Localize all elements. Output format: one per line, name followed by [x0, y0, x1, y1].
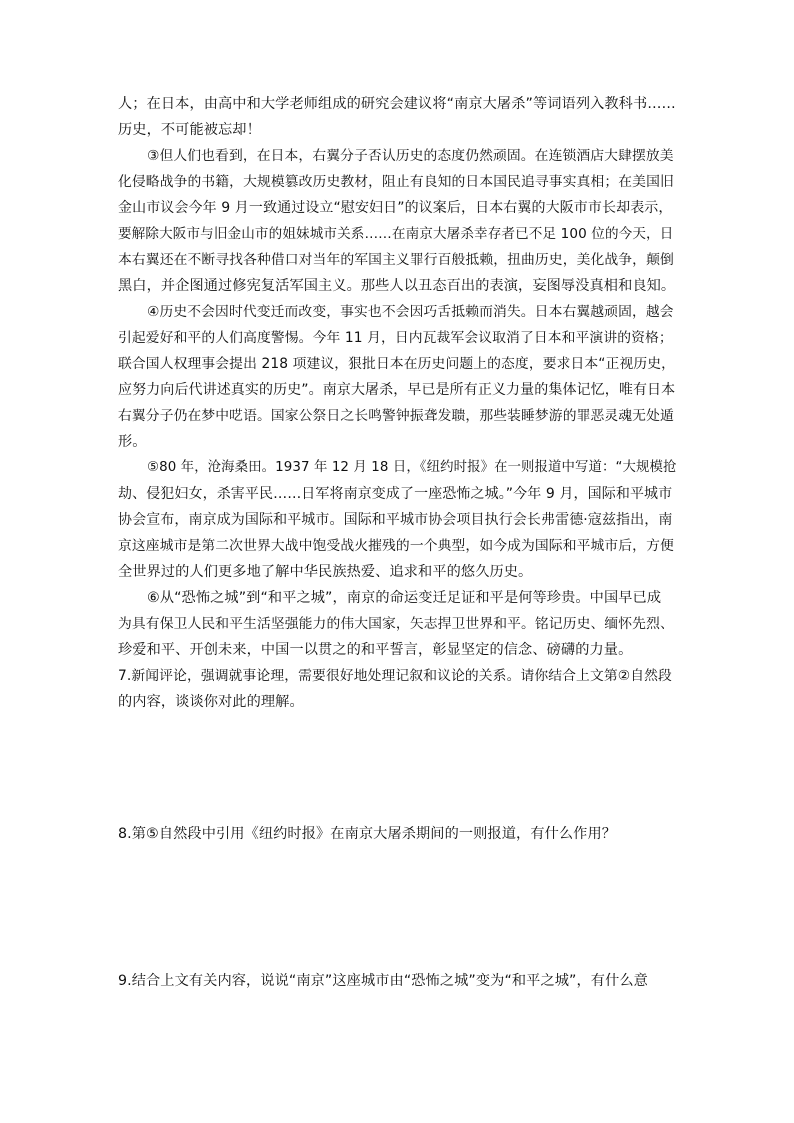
- text-line: 应努力向后代讲述真实的历史”。南京大屠杀，早已是所有正义力量的集体记忆，唯有日本: [118, 382, 676, 398]
- text-line: 金山市议会今年 9 月一致通过设立“慰安妇日”的议案后，日本右翼的大阪市市长却表示，: [118, 200, 673, 216]
- text-line: ⑤80 年，沧海桑田。1937 年 12 月 18 日，《纽约时报》在一则报道中写道：“大规模抢: [147, 460, 677, 475]
- text-line: ④历史不会因时代变迁而改变，事实也不会因巧舌抵赖而消失。日本右翼越顽固，越会: [147, 304, 674, 320]
- text-line: 为具有保卫人民和平生活坚强能力的伟大国家，矢志捍卫世界和平。铭记历史、缅怀先烈、: [118, 616, 674, 632]
- answer-space: [118, 847, 678, 968]
- text-line: 人；在日本，由高中和大学老师组成的研究会建议将“南京大屠杀”等词语列入教科书……: [118, 96, 676, 112]
- text-line: ③但人们也看到，在日本，右翼分子否认历史的态度仍然顽固。在连锁酒店大肆摆放美: [147, 148, 674, 164]
- text-line: 要解除大阪市与旧金山市的姐妹城市关系……在南京大屠杀幸存者已不足 100 位的今天，日: [118, 226, 674, 242]
- text-line: ⑥从“恐怖之城”到“和平之城”，南京的命运变迁足证和平是何等珍贵。中国早已成: [147, 590, 662, 606]
- document-body: [118, 91, 678, 994]
- text-line: 右翼分子仍在梦中呓语。国家公祭日之长鸣警钟振聋发聩，那些装睡梦游的罪恶灵魂无处遁: [118, 408, 674, 424]
- paragraph-3: [118, 143, 678, 299]
- text-line: 化侵略战争的书籍，大规模篡改历史教材，阻止有良知的日本国民追寻事实真相；在美国旧: [118, 174, 674, 190]
- text-line: 协会宣布，南京成为国际和平城市。国际和平城市协会项目执行会长弗雷德·寇兹指出，南: [118, 512, 673, 528]
- answer-space: [118, 715, 678, 821]
- paragraph-4: [118, 299, 678, 455]
- question-9: [118, 968, 678, 994]
- question-line: 8.第⑤自然段中引用《纽约时报》在南京大屠杀期间的一则报道，有什么作用？: [118, 826, 617, 842]
- text-line: 形。: [118, 434, 147, 450]
- text-line: 引起爱好和平的人们高度警惕。今年 11 月，日内瓦裁军会议取消了日本和平演讲的资格；: [118, 330, 673, 346]
- paragraph-6: [118, 585, 678, 663]
- text-line: 珍爱和平、开创未来，中国一以贯之的和平誓言，彰显坚定的信念、磅礴的力量。: [118, 642, 633, 658]
- text-line: 黑白，并企图通过修宪复活军国主义。那些人以丑态百出的表演，妄图辱没真相和良知。: [118, 278, 676, 294]
- question-7: [118, 663, 678, 715]
- text-line: 京这座城市是第二次世界大战中饱受战火摧残的一个典型，如今成为国际和平城市后，方便: [118, 538, 674, 554]
- question-line: 的内容，谈谈你对此的理解。: [118, 694, 304, 710]
- text-line: 历史，不可能被忘却！: [118, 122, 261, 138]
- paragraph-5: [118, 455, 678, 585]
- text-line: 联合国人权理事会提出 218 项建议，狠批日本在历史问题上的态度，要求日本“正视历史，: [118, 356, 676, 372]
- question-8: [118, 821, 678, 847]
- question-line: 7.新闻评论，强调就事论理，需要很好地处理记叙和议论的关系。请你结合上文第②自然段: [118, 668, 672, 684]
- question-line: 9.结合上文有关内容，说说“南京”这座城市由“恐怖之城”变为“和平之城”，有什么意: [118, 973, 648, 989]
- paragraph-intro: [118, 91, 678, 143]
- text-line: 劫、侵犯妇女，杀害平民……日军将南京变成了一座恐怖之城。”今年 9 月，国际和平城市: [118, 486, 673, 502]
- text-line: 本右翼还在不断寻找各种借口对当年的军国主义罪行百般抵赖，扭曲历史，美化战争，颠倒: [118, 252, 674, 268]
- text-line: 全世界过的人们更多地了解中华民族热爱、追求和平的悠久历史。: [118, 564, 533, 580]
